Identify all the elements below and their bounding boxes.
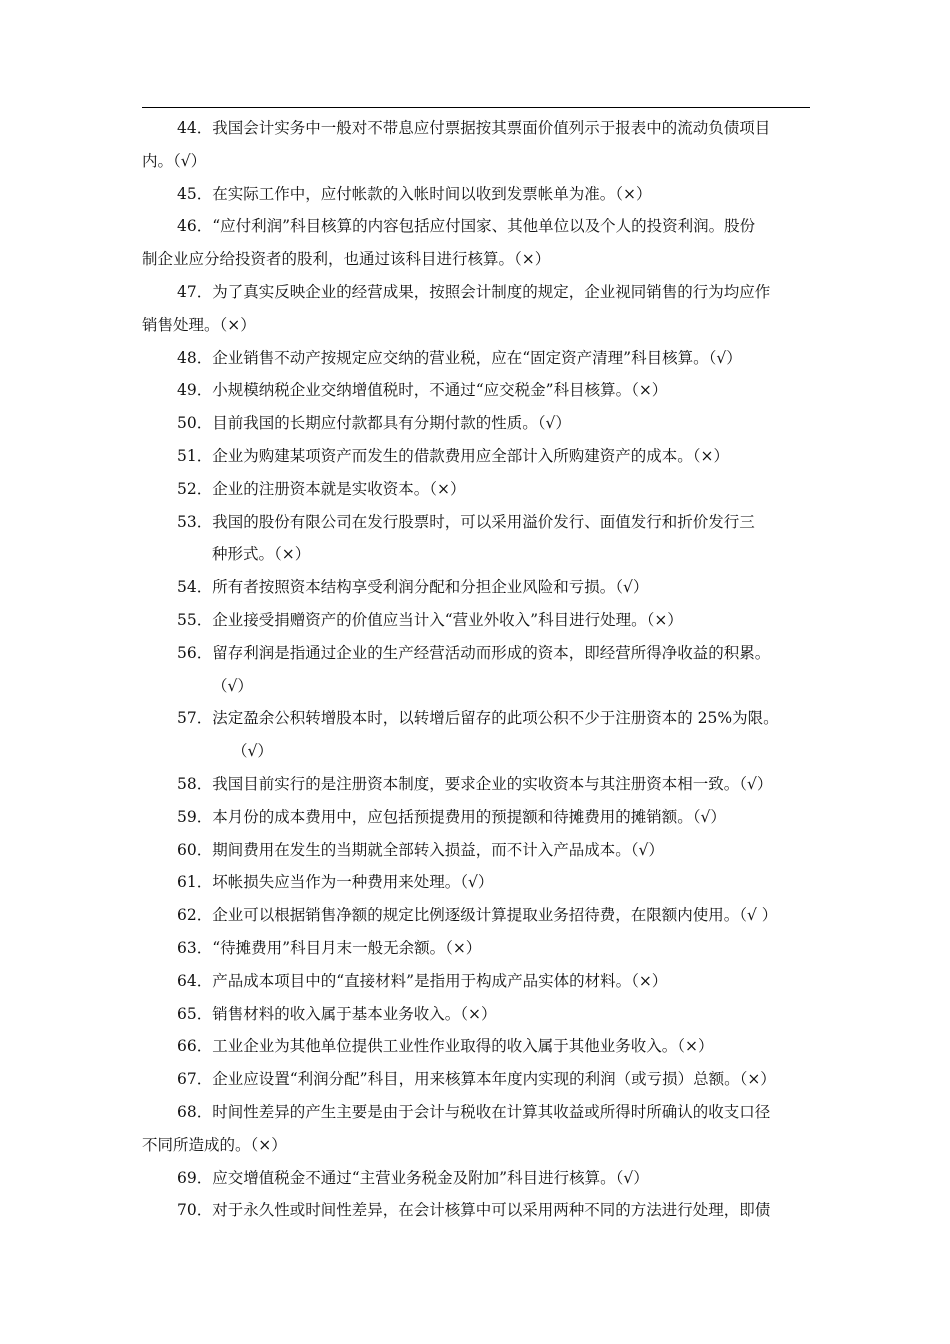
question-text: 70．对于永久性或时间性差异，在会计核算中可以采用两种不同的方法进行处理，即债 bbox=[177, 1201, 771, 1220]
question-item bbox=[0, 768, 950, 801]
question-item bbox=[0, 637, 950, 703]
question-item bbox=[0, 866, 950, 899]
question-item bbox=[0, 112, 950, 178]
question-text-continued: （√） bbox=[212, 676, 253, 695]
question-text: 49．小规模纳税企业交纳增值税时，不通过“应交税金”科目核算。（×） bbox=[177, 381, 668, 400]
question-text: 56．留存利润是指通过企业的生产经营活动而形成的资本，即经营所得净收益的积累。 bbox=[177, 643, 771, 662]
question-item bbox=[0, 342, 950, 375]
question-item bbox=[0, 374, 950, 407]
question-text-continued: （√） bbox=[232, 742, 273, 761]
question-text: 44．我国会计实务中一般对不带息应付票据按其票面价值列示于报表中的流动负债项目 bbox=[177, 119, 771, 137]
question-item bbox=[0, 440, 950, 473]
question-text: 61．坏帐损失应当作为一种费用来处理。（√） bbox=[177, 873, 494, 892]
question-item bbox=[0, 899, 950, 932]
question-text: 64．产品成本项目中的“直接材料”是指用于构成产品实体的材料。（×） bbox=[177, 971, 668, 990]
question-item bbox=[0, 834, 950, 867]
question-item bbox=[0, 506, 950, 572]
question-text: 55．企业接受捐赠资产的价值应当计入“营业外收入”科目进行处理。（×） bbox=[177, 610, 683, 629]
question-text: 68．时间性差异的产生主要是由于会计与税收在计算其收益或所得时所确认的收支口径 bbox=[177, 1102, 771, 1121]
question-text-continued: 内。（√） bbox=[142, 151, 207, 170]
question-text: 59．本月份的成本费用中，应包括预提费用的预提额和待摊费用的摊销额。（√） bbox=[177, 807, 726, 826]
question-text: 48．企业销售不动产按规定应交纳的营业税，应在“固定资产清理”科目核算。（√） bbox=[177, 348, 742, 367]
question-text: 65．销售材料的收入属于基本业务收入。（×） bbox=[177, 1004, 497, 1023]
question-text: 50．目前我国的长期应付款都具有分期付款的性质。（√） bbox=[177, 414, 571, 433]
question-item bbox=[0, 1063, 950, 1096]
question-item bbox=[0, 965, 950, 998]
question-text: 58．我国目前实行的是注册资本制度，要求企业的实收资本与其注册资本相一致。（√） bbox=[177, 774, 773, 793]
question-item bbox=[0, 998, 950, 1031]
question-text: 57．法定盈余公积转增股本时，以转增后留存的此项公积不少于注册资本的 25%为限。 bbox=[177, 709, 779, 728]
question-item bbox=[0, 932, 950, 965]
question-text: 54．所有者按照资本结构享受利润分配和分担企业风险和亏损。（√） bbox=[177, 578, 649, 597]
question-text-continued: 种形式。（×） bbox=[212, 545, 311, 564]
question-item bbox=[0, 571, 950, 604]
question-text: 45．在实际工作中，应付帐款的入帐时间以收到发票帐单为准。（×） bbox=[177, 184, 652, 203]
question-text: 67．企业应设置“利润分配”科目，用来核算本年度内实现的利润（或亏损）总额。（×） bbox=[177, 1070, 776, 1089]
question-item bbox=[0, 604, 950, 637]
question-item bbox=[0, 473, 950, 506]
question-item bbox=[0, 210, 950, 276]
question-text: 62．企业可以根据销售净额的规定比例逐级计算提取业务招待费，在限额内使用。（√ ） bbox=[177, 906, 778, 925]
question-text: 46．“应付利润”科目核算的内容包括应付国家、其他单位以及个人的投资利润。股份 bbox=[177, 217, 756, 236]
question-item bbox=[0, 702, 950, 768]
question-item bbox=[0, 1162, 950, 1195]
question-item bbox=[0, 407, 950, 440]
question-text: 66．工业企业为其他单位提供工业性作业取得的收入属于其他业务收入。（×） bbox=[177, 1037, 714, 1056]
question-text: 52．企业的注册资本就是实收资本。（×） bbox=[177, 479, 466, 498]
question-text: 51．企业为购建某项资产而发生的借款费用应全部计入所购建资产的成本。（×） bbox=[177, 446, 729, 465]
question-text: 69．应交增值税金不通过“主营业务税金及附加”科目进行核算。（√） bbox=[177, 1168, 649, 1187]
question-item bbox=[0, 1030, 950, 1063]
question-text: 60．期间费用在发生的当期就全部转入损益，而不计入产品成本。（√） bbox=[177, 840, 664, 859]
header-rule bbox=[142, 107, 810, 108]
question-item bbox=[0, 1194, 950, 1227]
question-list bbox=[0, 112, 950, 1227]
question-text: 63．“待摊费用”科目月末一般无余额。（×） bbox=[177, 938, 482, 957]
question-item bbox=[0, 801, 950, 834]
question-text-continued: 不同所造成的。（×） bbox=[142, 1135, 287, 1154]
question-text-continued: 制企业应分给投资者的股利，也通过该科目进行核算。（×） bbox=[142, 250, 551, 269]
question-text: 47．为了真实反映企业的经营成果，按照会计制度的规定，企业视同销售的行为均应作 bbox=[177, 282, 771, 301]
question-item bbox=[0, 178, 950, 211]
question-item bbox=[0, 1096, 950, 1162]
question-item bbox=[0, 276, 950, 342]
question-text-continued: 销售处理。（×） bbox=[142, 315, 256, 334]
question-text: 53．我国的股份有限公司在发行股票时，可以采用溢价发行、面值发行和折价发行三 bbox=[177, 512, 755, 531]
